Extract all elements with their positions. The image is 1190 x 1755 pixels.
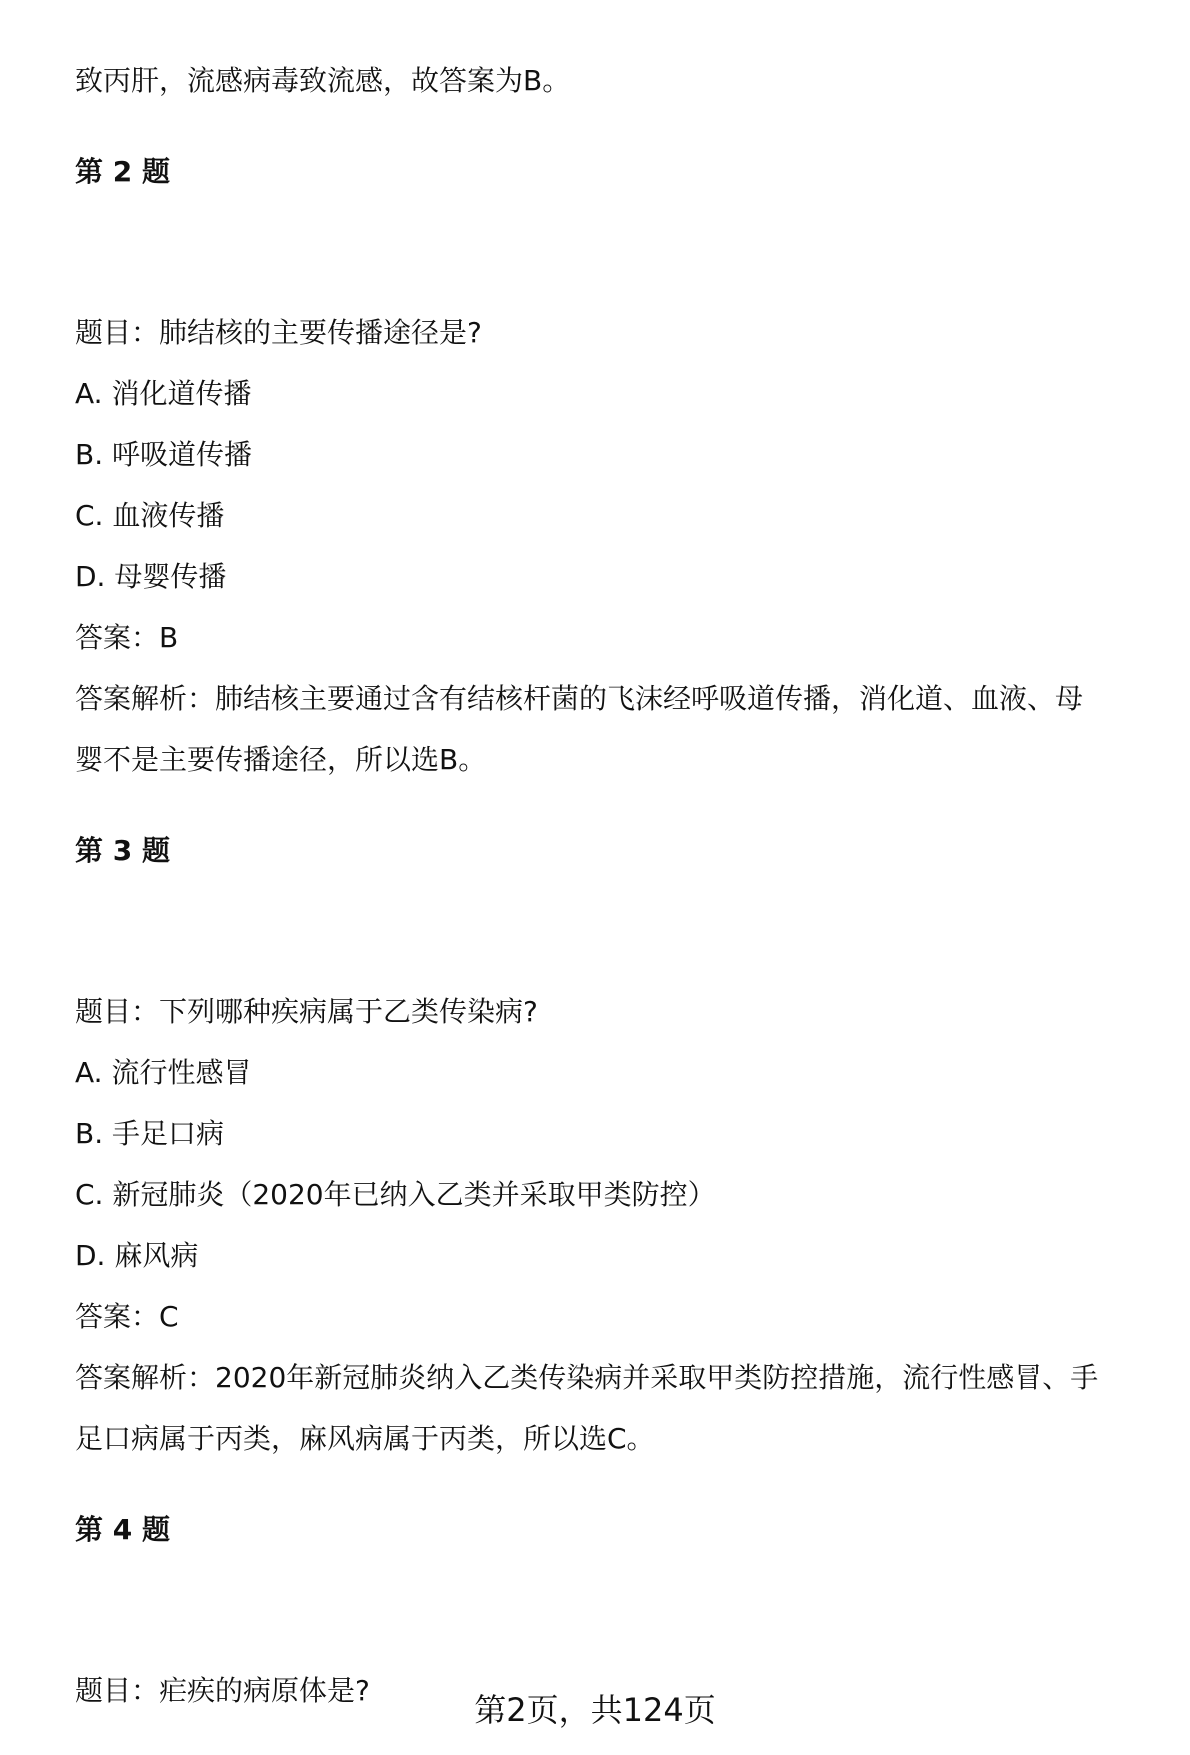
answer-analysis xyxy=(75,668,1165,790)
option-a: A. 消化道传播 xyxy=(75,377,252,410)
question-heading: 第 2 题 xyxy=(75,155,170,188)
question-block-3 xyxy=(75,831,1165,1469)
question-block-2 xyxy=(75,152,1165,790)
answer: 答案：B xyxy=(75,621,179,654)
option-c: C. 新冠肺炎（2020年已纳入乙类并采取甲类防控） xyxy=(75,1178,716,1211)
question-text: 题目：疟疾的病原体是? xyxy=(75,1674,370,1707)
analysis-line: 答案解析：2020年新冠肺炎纳入乙类传染病并采取甲类防控措施，流行性感冒、手 xyxy=(75,1361,1099,1394)
question-heading: 第 4 题 xyxy=(75,1513,170,1546)
option-d: D. 麻风病 xyxy=(75,1239,199,1272)
analysis-line: 婴不是主要传播途径，所以选B。 xyxy=(75,743,487,776)
option-d: D. 母婴传播 xyxy=(75,560,227,593)
option-b: B. 手足口病 xyxy=(75,1117,225,1150)
spacer xyxy=(75,1550,1165,1660)
question-text: 题目：下列哪种疾病属于乙类传染病? xyxy=(75,995,538,1028)
option-c: C. 血液传播 xyxy=(75,499,225,532)
question-heading: 第 3 题 xyxy=(75,834,170,867)
option-b: B. 呼吸道传播 xyxy=(75,438,253,471)
previous-analysis-continuation: 致丙肝，流感病毒致流感，故答案为B。 xyxy=(75,64,571,97)
option-a: A. 流行性感冒 xyxy=(75,1056,252,1089)
spacer xyxy=(75,871,1165,981)
page-content xyxy=(75,50,1165,1721)
answer: 答案：C xyxy=(75,1300,179,1333)
question-text: 题目：肺结核的主要传播途径是? xyxy=(75,316,482,349)
spacer xyxy=(75,192,1165,302)
analysis-line: 答案解析：肺结核主要通过含有结核杆菌的飞沫经呼吸道传播，消化道、血液、母 xyxy=(75,682,1084,715)
page-footer: 第2页，共124页 xyxy=(474,1691,716,1729)
analysis-line: 足口病属于丙类，麻风病属于丙类，所以选C。 xyxy=(75,1422,655,1455)
answer-analysis xyxy=(75,1347,1165,1469)
